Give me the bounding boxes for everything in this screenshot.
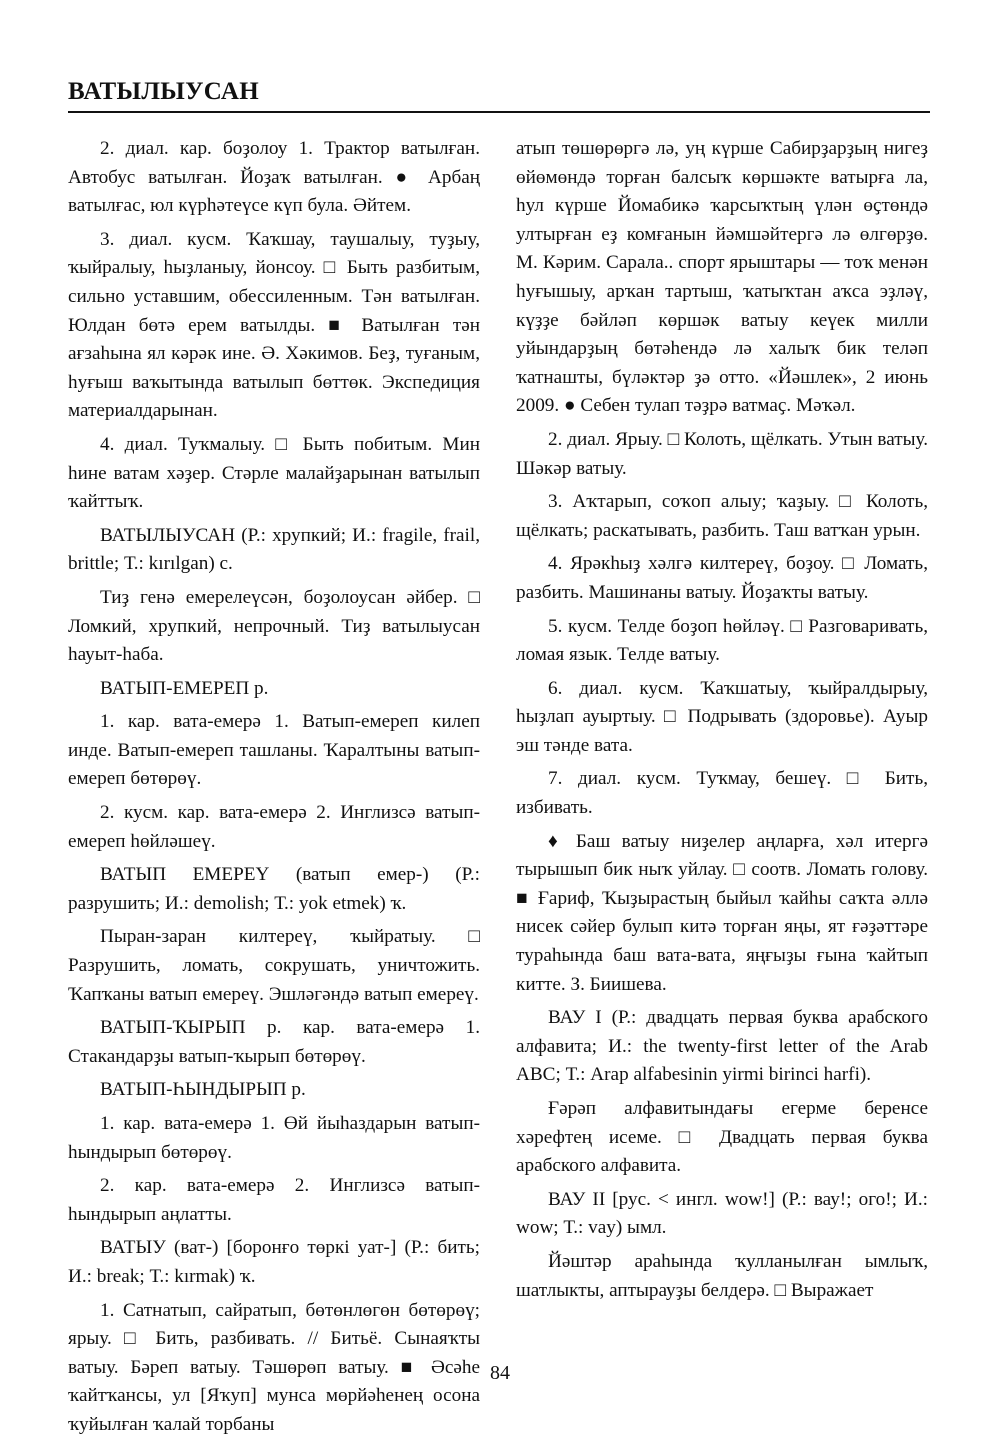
entry-paragraph: 1. кар. вата-емерә 1. Ватып-емереп килеп инде. Ватып-емереп ташланы. Ҡаралтыны ватып-емереп бөтөрөү.	[68, 711, 480, 790]
headword-entry: ВАТЫП-ҠЫРЫП р. кар. вата-емерә 1. Стакандарҙы ватып-ҡырып бөтөрөү.	[68, 1017, 480, 1067]
right-column	[516, 135, 928, 1310]
headword-entry: ВАТЫУ (ват-) [боронғо төркі уат-] (Р.: бить; И.: break; Т.: kırmak) ҡ.	[68, 1237, 480, 1287]
entry-paragraph: 2. диал. кар. боҙолоу 1. Трактор ватылған. Автобус ватылған. Йоҙаҡ ватылған. ● Арбаң ватылғас, юл күрһәтеүсе күп була. Әйтем.	[68, 138, 480, 217]
headword-entry: ВАТЫП ЕМЕРЕҮ (ватып емер-) (Р.: разрушить; И.: demolish; Т.: yok etmek) ҡ.	[68, 864, 480, 914]
entry-paragraph: 4. диал. Туҡмалыу. □ Быть побитым. Мин һине ватам хәҙер. Стәрле малайҙарынан ватылып ҡайттыҡ.	[68, 433, 480, 513]
headword-entry: ВАУ II [рус. < ингл. wow!] (Р.: вау!; ого!; И.: wow; Т.: vay) ымл.	[516, 1188, 928, 1239]
header-rule	[68, 111, 930, 113]
headword-entry: ВАТЫП-ҺЫНДЫРЫП р.	[100, 1079, 306, 1101]
entry-paragraph: 2. кар. вата-емерә 2. Инглизсә ватып-һындырып аңлатты.	[68, 1175, 480, 1225]
headword-entry: ВАТЫП-ЕМЕРЕП р.	[100, 677, 269, 699]
entry-paragraph: 5. кусм. Телде боҙоп һөйләү. □ Разговаривать, ломая язык. Телде ватыу.	[516, 615, 928, 666]
idiom-entry: ♦ Баш ватыу ниҙелер аңларға, хәл итергә тырышып бик ныҡ уйлау. □ соотв. Ломать голову. ■ Ғариф, Ҡыҙырастың быйыл ҡайһы саҡта әллә нисек сәйер булып китә торған яңы, ят ғәҙәттәре тураһында баш вата-вата, яңғыҙы ғына ҡайтып китте. З. Биишева.	[516, 830, 928, 995]
entry-paragraph: Тиҙ генә емерелеүсән, боҙолоусан әйбер. □ Ломкий, хрупкий, непрочный. Тиҙ ватылыусан һауыт-һаба.	[68, 586, 480, 666]
entry-paragraph: атып төшөрөргә лә, уң күрше Сабирҙарҙың нигеҙ өйөмөндә торған балсыҡ көршәкте ватырға ла, һул күрше Йомабикә ҡарсыҡтың үлән өҫтөндә ултырған еҙ комғанын йәмшәйтергә лә өлгөрҙө. М. Кәрим. Сарала.. спорт ярыштары — тоҡ менән һуғышыу, арҡан тартыш, ҡатыҡтан аҡса эҙләү, күҙҙе бәйләп көршәк ватыу кеүек милли уйындарҙың бөтәһендә лә халыҡ бик теләп ҡатнашты, бүләктәр ҙә отто. «Йәшлек», 2 июнь 2009. ● Себен тулап тәҙрә ватмаҫ. Мәҡәл.	[516, 138, 928, 417]
entry-paragraph: 3. диал. кусм. Ҡаҡшау, таушалыу, туҙыу, ҡыйралыу, һыҙланыу, йонсоу. □ Быть разбитым, сильно уставшим, обессиленным. Тән ватылған. Юлдан бөтә ерем ватылды. ■ Ватылған тән ағзаһына ял кәрәк ине. Ә. Хәкимов. Беҙ, туғаным, һуғыш ваҡытында ватылып бөттөк. Экспедиция материалдарынан.	[68, 228, 480, 422]
entry-paragraph: 3. Аҡтарып, соҡоп алыу; ҡаҙыу. □ Колоть, щёлкать; раскатывать, разбить. Таш ватҡан урын.	[516, 491, 928, 541]
entry-paragraph: 6. диал. кусм. Ҡаҡшатыу, ҡыйралдырыу, һыҙлап ауыртыу. □ Подрывать (здоровье). Ауыр эш тәнде вата.	[516, 677, 928, 756]
headword-entry: ВАУ I (Р.: двадцать первая буква арабского алфавита; И.: the twenty-first letter of the Arab ABC; Т.: Arap alfabesinin yirmi birinci harfi).	[516, 1007, 928, 1086]
entry-paragraph: Ғәрәп алфавитындағы егерме беренсе хәрефтең исеме. □ Двадцать первая буква арабского алфавита.	[516, 1098, 928, 1177]
page-number: 84	[490, 1362, 510, 1384]
entry-paragraph: 2. диал. Ярыу. □ Колоть, щёлкать. Утын ватыу. Шәкәр ватыу.	[516, 428, 928, 479]
left-column	[68, 135, 480, 1445]
entry-paragraph: 1. Сатнатып, сайратып, бөтөнлөгөн бөтөрөү; ярыу. □ Бить, разбивать. // Битьё. Сынаяҡты ватыу. Бәреп ватыу. Тәшөрөп ватыу. ■ Әсәһе ҡайтҡансы, ул [Яҡуп] мунса мөрйәһенең осона ҡуйылған ҡалай торбаны	[68, 1299, 480, 1435]
running-head: ВАТЫЛЫУСАН	[68, 78, 260, 105]
entry-paragraph: 4. Ярәкһыҙ хәлгә килтереү, боҙоу. □ Ломать, разбить. Машинаны ватыу. Йоҙаҡты ватыу.	[516, 553, 928, 603]
entry-paragraph: 1. кар. вата-емерә 1. Өй йыһаздарын ватып-һындырып бөтөрөү.	[68, 1113, 480, 1163]
headword-entry: ВАТЫЛЫУСАН (Р.: хрупкий; И.: fragile, frail, brittle; Т.: kırılgan) с.	[68, 524, 480, 575]
entry-paragraph: Йәштәр араһында ҡулланылған ымлыҡ, шатлыкты, аптырауҙы белдерә. □ Выражает	[516, 1250, 928, 1301]
entry-paragraph: 7. диал. кусм. Туҡмау, бешеү. □ Бить, избивать.	[516, 768, 928, 819]
entry-paragraph: 2. кусм. кар. вата-емерә 2. Инглизсә ватып-емереп һөйләшеү.	[68, 802, 480, 852]
entry-paragraph: Пыран-заран килтереү, ҡыйратыу. □ Разрушить, ломать, сокрушать, уничтожить. Ҡапҡаны ватып емереү. Эшләгәндә ватып емереү.	[68, 926, 480, 1005]
